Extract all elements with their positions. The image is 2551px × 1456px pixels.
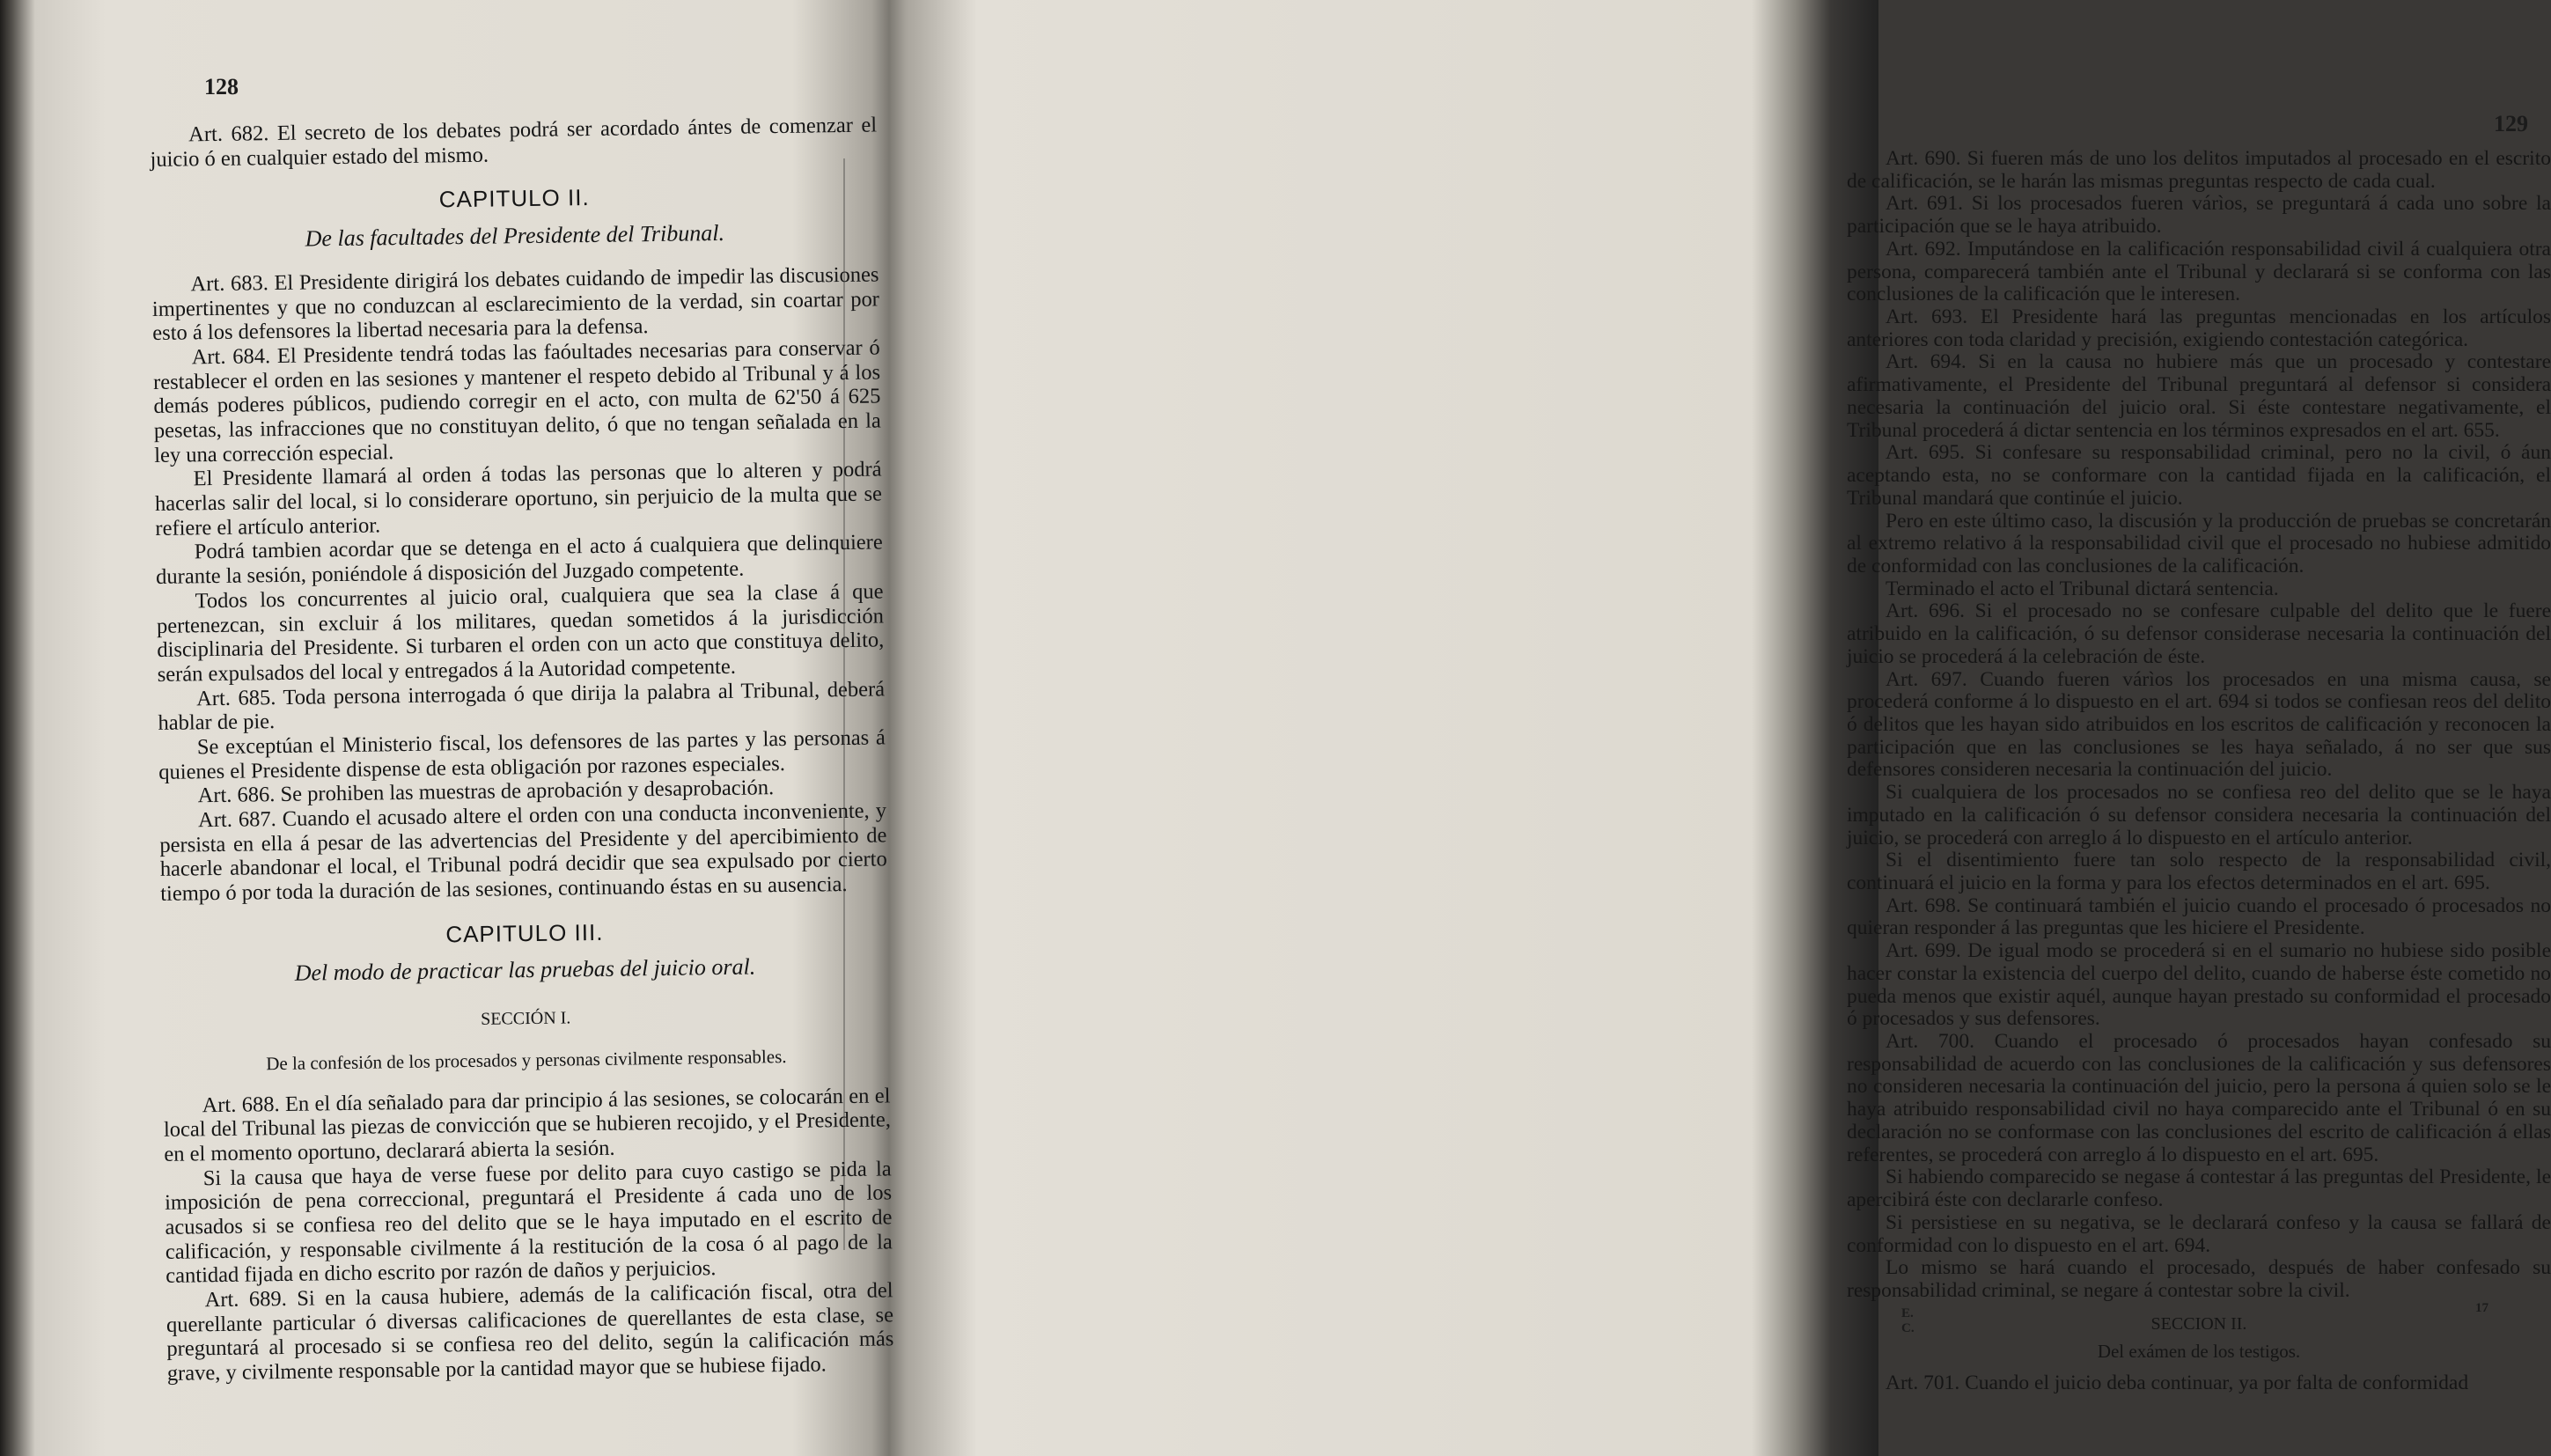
paragraph: Art. 696. Si el procesado no se confesare culpable del delito que le fuere atribuido en la calificación, ó su defensor considerase necesaria la continuación del juicio se procederá á la celebración de éste. (1847, 599, 2551, 668)
signature-number: 17 (2475, 1301, 2489, 1315)
paragraph: Art. 700. Cuando el procesado ó procesados hayan confesado su responsabilidad de acuerdo con las conclusiones de la calificación y sus defensores no consideren necesaria la continuación del juicio, pero la persona á quien solo se le haya atribuido responsabilidad civil no haya comparecido ante el Tribunal ó en su declaración no se conformase con las conclusiones del escrito de calificación á ellas referentes, se procederá con arreglo á lo dispuesto en el art. 695. (1847, 1030, 2551, 1166)
paragraph: Art. 692. Imputándose en la calificación responsabilidad civil á cualquiera otra persona, comparecerá también ante el Tribunal y declarará si se conforma con las conclusiones de la calificación que le interesen. (1847, 237, 2551, 306)
paragraph: Todos los concurrentes al juicio oral, cualquiera que sea la clase á que pertenezcan, sin excluir á los militares, quedan sometidos á la jurisdicción disciplinaria del Presidente. Si turbaren el orden con un acto que constituya delito, serán expulsados del local y entregados á la Autoridad competente. (156, 579, 885, 687)
paragraph: Art. 686. Se prohiben las muestras de aprobación y desaprobación. (197, 776, 775, 808)
left-page-text (150, 113, 894, 1386)
page-number-left: 128 (204, 74, 239, 99)
paragraph: Art. 693. El Presidente hará las preguntas mencionadas en los artículos anteriores con toda claridad y precisión, exigiendo contestación categórica. (1847, 305, 2551, 351)
paragraph: Art. 685. Toda persona interrogada ó que dirija la palabra al Tribunal, deberá hablar de pie. (158, 676, 886, 736)
paragraph: Art. 690. Si fueren más de uno los delitos imputados al procesado en el escrito de calificación, se le harán las mismas preguntas respecto de cada cual. (1847, 147, 2551, 193)
section-1-heading: De la confesión de los procesados y personas civilmente responsables. (266, 1045, 787, 1075)
paragraph: Lo mismo se hará cuando el procesado, después de haber confesado su responsabilidad criminal, se negare á contestar sobre la civil. (1847, 1256, 2551, 1302)
paragraph: Art. 684. El Presidente tendrá todas las faóultades necesarias para conservar ó restablecer el orden en las sesiones y mantener el respeto debido al Tribunal y á los demás poderes públicos, pudiendo corregir en el acto, con multa de 62'50 á 625 pesetas, las infracciones que no constituyan delito, ó que no tengan señalada en la ley una corrección especial. (152, 335, 881, 467)
right-page (889, 0, 2551, 1456)
paragraph: Art. 697. Cuando fueren várìos los procesados en una misma causa, se procederá conforme á lo dispuesto en el art. 694 si todos se confiesan reos del delito ó delitos que les hayan sido atribuidos en los escritos de calificación y reconocen la participación que en las conclusiones se les haya señalado, á no ser que sus defensores consideren necesaria la continuación del juicio. (1847, 667, 2551, 782)
paragraph: Si habiendo comparecido se negase á contestar á las preguntas del Presidente, le apercibirá éste con declararle confeso. (1847, 1166, 2551, 1212)
margin-pencil-line (843, 158, 845, 1250)
section-2-heading: Del exámen de los testigos. (2097, 1340, 2301, 1362)
signature-mark: E. C. (1901, 1306, 1915, 1335)
paragraph: Art. 683. El Presidente dirigirá los debates cuidando de impedir las discusiones impertinentes y que no conduzcan al esclarecimiento de la verdad, sin coartar por esto á los defensores la libertad necesaria para la defensa. (151, 262, 880, 346)
paragraph: Podrá tambien acordar que se detenga en el acto á cualquiera que delinquiere durante la sesión, poniéndole á disposición del Juzgado competente. (156, 530, 883, 590)
paragraph: Art. 689. Si en la causa hubiere, además de la calificación fiscal, otra del querellante particular ó diversas calificaciones de querellantes de esta clase, se preguntará al procesado si se confiesa reo del delito, según la calificación más grave, y civilmente responsable por la cantidad mayor que se hubiese fijado. (165, 1278, 894, 1386)
chapter-2-title: CAPITULO II. (438, 184, 590, 213)
paragraph: Si cualquiera de los procesados no se confiesa reo del delito que se le haya imputado en la calificación ó su defensor considera necesaria la continuación del juicio, se procederá con arreglo á lo dispuesto en el artículo anterior. (1847, 781, 2551, 849)
paragraph: Si la causa que haya de verse fuese por delito para cuyo castigo se pida la imposición de pena correccional, preguntará el Presidente á cada uno de los acusados si se confiesa reo del delito que se le haya imputado en el escrito de calificación, y responsable civilmente á la restitución de la cosa ó al pago de la cantidad fijada en dicho escrito por razón de daños y perjuicios. (164, 1156, 893, 1289)
chapter-3-subtitle: Del modo de practicar las pruebas del juicio oral. (294, 953, 756, 986)
left-page (0, 0, 894, 1456)
paragraph: Art. 694. Si en la causa no hubiere más que un procesado y contestare afirmativamente, el Presidente del Tribunal preguntará al defensor si considera necesaria la continuación del juicio oral. Si éste contestare negativamente, el Tribunal procederá á dictar sentencia en los términos expresados en el art. 655. (1847, 350, 2551, 442)
paragraph: Se exceptúan el Ministerio fiscal, los defensores de las partes y las personas á quienes el Presidente dispense de esta obligación por razones especiales. (158, 725, 886, 784)
page-number-right: 129 (2494, 111, 2528, 136)
paragraph: Terminado el acto el Tribunal dictará sentencia. (1886, 577, 2279, 600)
paragraph: Pero en este último caso, la discusión y la producción de pruebas se concretarán al extremo relativo á la responsabilidad civil que el procesado no hubiese admitido de conformidad con las conclusiones de la calificación. (1847, 509, 2551, 577)
paragraph: Art. 695. Si confesare su responsabilidad criminal, pero no la civil, ó áun aceptando esta, no se conformare con la cantidad fijada en la calificación, el Tribunal mandará que continúe el juicio. (1847, 441, 2551, 510)
chapter-2-subtitle: De las facultades del Presidente del Tribunal. (305, 219, 725, 252)
section-2-title: SECCION II. (2150, 1313, 2247, 1334)
paragraph: Art. 688. En el día señalado para dar principio á las sesiones, se colocarán en el local del Tribunal las piezas de convicción que se hubieren recojido, y el Presidente, en el momento oportuno, declarará abierta la sesión. (163, 1083, 892, 1166)
paragraph: Art. 698. Se continuará también el juicio cuando el procesado ó procesados no quieran responder á las preguntas que les hiciere el Presidente. (1847, 893, 2551, 940)
paragraph: Art. 699. De igual modo se procederá si en el sumario no hubiese sido posible hacer constar la existencia del cuerpo del delito, cuando de haberse éste cometido no pueda menos que existir aquél, aunque hayan prestado su conformidad el procesado ó procesados y sus defensores. (1847, 939, 2551, 1031)
paragraph: El Presidente llamará al orden á todas las personas que lo alteren y podrá hacerlas salir del local, si lo considerare oportuno, sin perjuicio de la multa que se refiere el artículo anterior. (154, 457, 883, 540)
paragraph: Art. 691. Si los procesados fueren várìos, se preguntará á cada uno sobre la participación que se le haya atribuido. (1847, 192, 2551, 239)
last-line: Art. 701. Cuando el juicio deba continuar, ya por falta de conformidad (1886, 1371, 2469, 1394)
paragraph: Si persistiese en su negativa, se le declarará confeso y la causa se fallará de conformidad con lo dispuesto en el art. 694. (1847, 1210, 2551, 1257)
chapter-3-title: CAPITULO III. (445, 918, 604, 947)
paragraph: Si el disentimiento fuere tan solo respecto de la responsabilidad civil, continuará el juicio en la forma y para los efectos determinados en el art. 695. (1847, 849, 2551, 894)
section-1-title: SECCIÓN I. (480, 1008, 571, 1030)
paragraph: Art. 687. Cuando el acusado altere el orden con una conducta inconveniente, y persista en ella á pesar de las advertencias del Presidente y del apercibimiento de hacerle abandonar el local, el Tribunal podrá decidir que sea expulsado por cierto tiempo ó por toda la duración de las sesiones, continuando éstas en su ausencia. (159, 798, 887, 906)
article-682: Art. 682. El secreto de los debates podrá ser acordado ántes de comenzar el juicio ó en cualquier estado del mismo. (150, 113, 878, 172)
right-page-text (1847, 148, 2551, 1394)
